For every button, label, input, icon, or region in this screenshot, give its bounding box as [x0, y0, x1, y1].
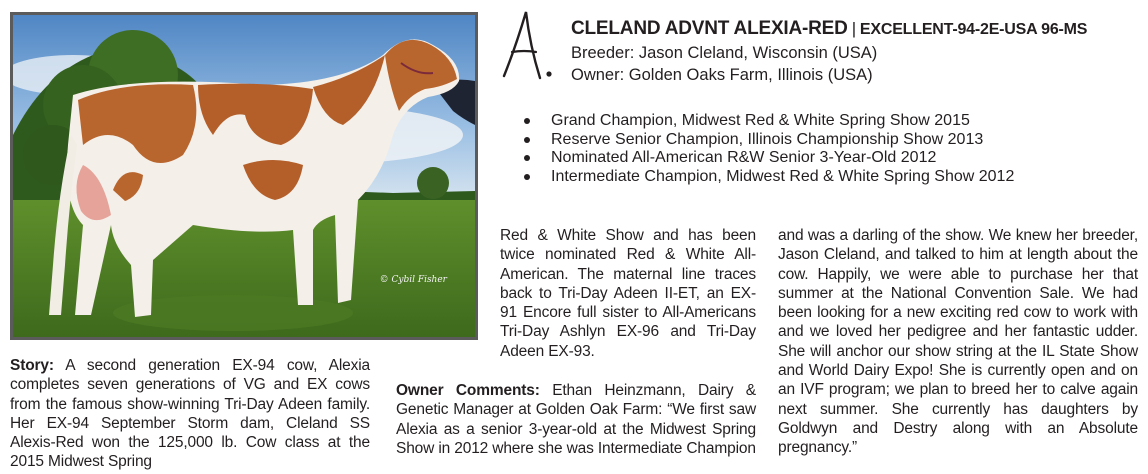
section-letter-a	[496, 6, 556, 86]
awards-list	[524, 112, 1014, 186]
animal-title	[571, 18, 1087, 40]
photo-credit: © Cybil Fisher	[379, 275, 447, 285]
animal-name: CLELAND ADVNT ALEXIA-RED	[571, 18, 848, 39]
classification: EXCELLENT-94-2E-USA 96-MS	[859, 21, 1088, 38]
award-item: Grand Champion, Midwest Red & White Spring Show 2015	[524, 112, 1014, 131]
story-text-part1: A second generation EX-94 cow, Alexia completes seven generations of VG and EX cows from the famous show-winning Tri-Day Adeen family. Her EX-94 September Storm dam, Cleland SS Alexis-Red won the 125,000 lb. Cow class at the 2015 Midwest Spring	[10, 357, 370, 471]
owner-comments-part1: Ethan Heinzmann, Dairy & Genetic Manager at Golden Oak Farm: “We first saw Alexia as a senior 3-year-old at the Midwest Spring Show in 2012 where she was Intermediate Champion	[396, 382, 756, 457]
award-item: Nominated All-American R&W Senior 3-Year-Old 2012	[524, 149, 1014, 168]
award-item: Intermediate Champion, Midwest Red & White Spring Show 2012	[524, 168, 1014, 187]
breeder-line: Breeder: Jason Cleland, Wisconsin (USA)	[571, 44, 878, 62]
story-text-part2: Red & White Show and has been twice nominated Red & White All-American. The maternal line traces back to Tri-Day Adeen II-ET, an EX-91 Encore full sister to All-Americans Tri-Day Ashlyn EX-96 and Tri-Day Adeen EX-93.	[500, 227, 756, 360]
owner-line: Owner: Golden Oaks Farm, Illinois (USA)	[571, 66, 873, 84]
story-label: Story:	[10, 357, 54, 374]
middle-column	[396, 226, 756, 458]
story-column	[10, 356, 370, 472]
award-item: Reserve Senior Champion, Illinois Championship Show 2013	[524, 131, 1014, 150]
comments-column	[778, 226, 1138, 458]
title-separator: |	[851, 19, 856, 38]
owner-comments-label: Owner Comments:	[396, 382, 540, 400]
owner-comments-part2: and was a darling of the show. We knew her breeder, Jason Cleland, and talked to him at length about the cow. Happily, we were able to purchase her that summer at the National Convention Sale. We had been looking for a new exciting red cow to work with and we loved her pedigree and her fantastic udder. She will anchor our show string at the IL State Show and World Dairy Expo! She is currently open and on an IVF program; we plan to breed her to calve again next summer. She currently has daughters by Goldwyn and Destry along with an Absolute pregnancy.”	[778, 227, 1138, 457]
